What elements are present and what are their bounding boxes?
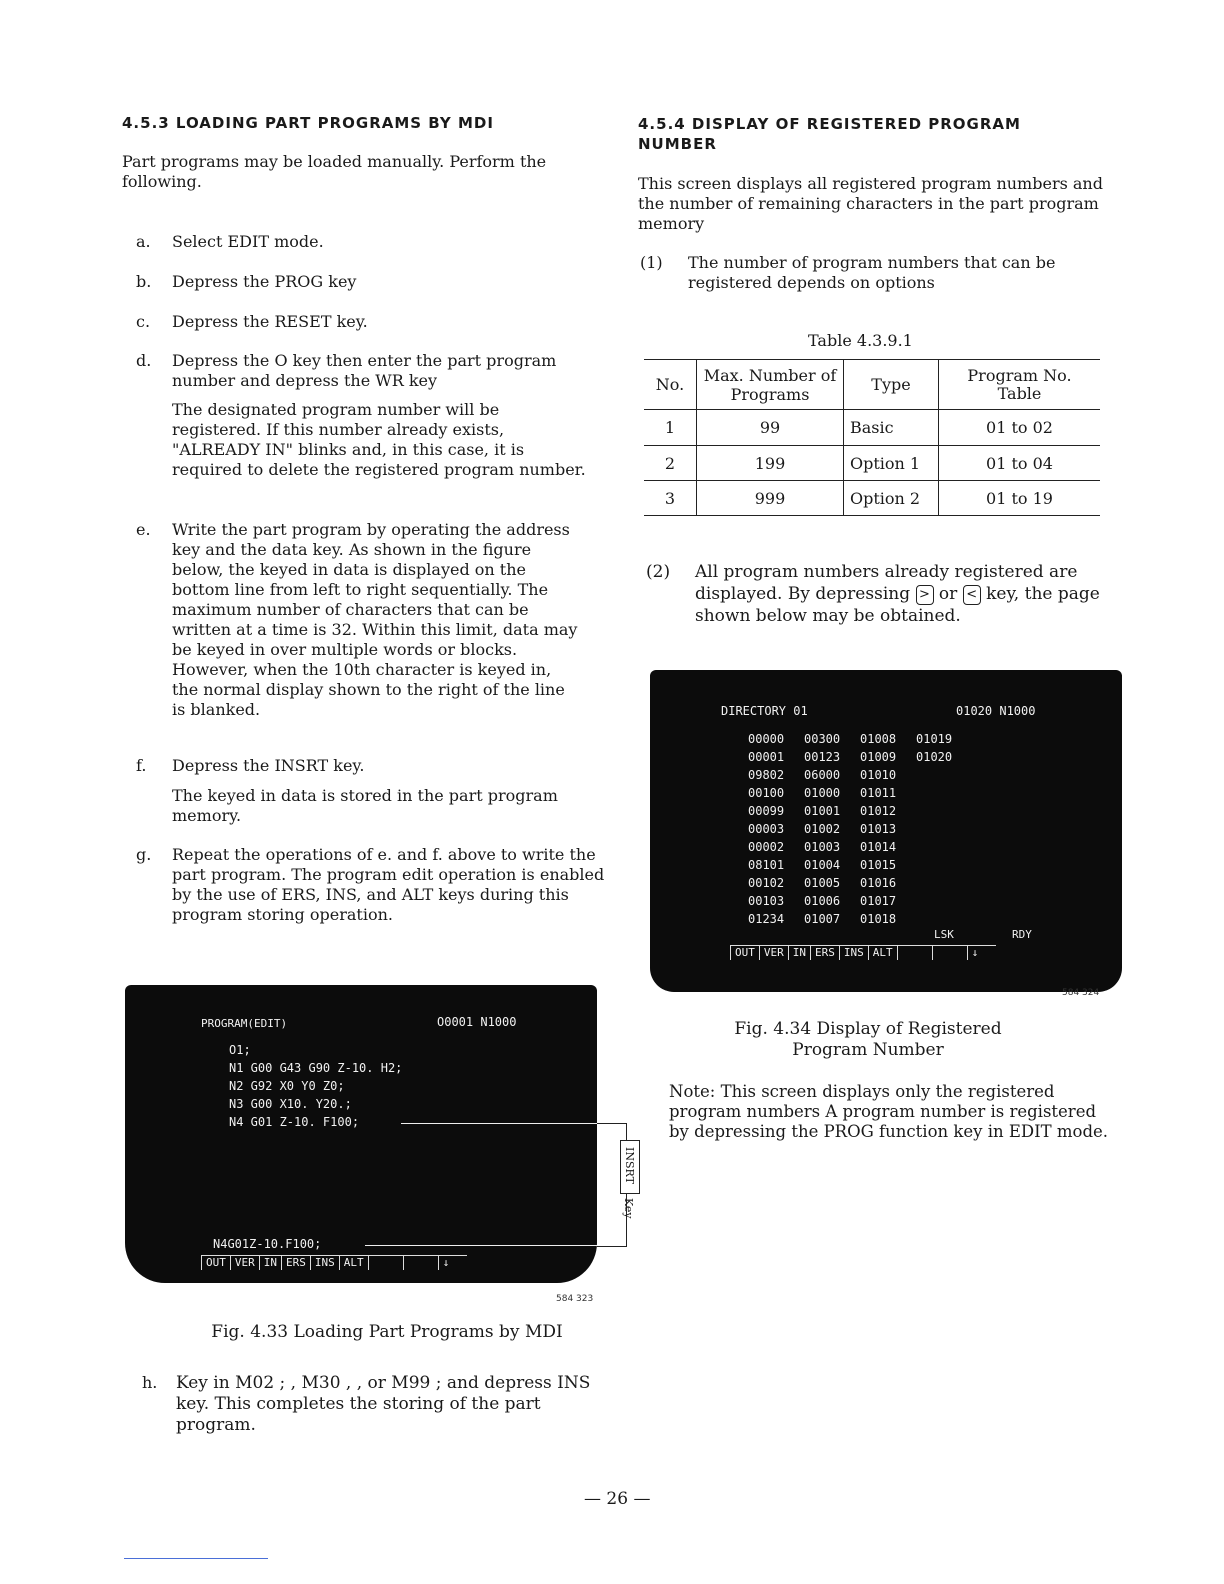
- page-number: — 26 —: [584, 1489, 651, 1509]
- table-cell: Basic: [844, 410, 939, 446]
- step-text: Depress the O key then enter the part program number and depress the WR key: [172, 351, 557, 390]
- directory-entry: 01018: [860, 912, 897, 926]
- bracket-top: [597, 1123, 627, 1124]
- step-text: Key in M02 ; , M30 , , or M99 ; and depress INS key. This completes the storing of the part program.: [176, 1373, 591, 1435]
- directory-entry: 00103: [748, 894, 785, 908]
- header-cell: Program No. Table: [939, 360, 1101, 410]
- figure-caption-line1: Fig. 4.34 Display of Registered: [734, 1019, 1002, 1039]
- program-line: O1;: [229, 1043, 251, 1057]
- softkey-out[interactable]: OUT: [730, 946, 759, 960]
- directory-entry: 01000: [804, 786, 841, 800]
- step-text: Write the part program by operating the address key and the data key. As shown in the figure below, the keyed in data is displayed on the bottom line from left to right sequentially. The maximum number of characters that can be written at a time is 32. Within this limit, data may be keyed in over multiple words or blocks. However, when the 10th character is keyed in, the normal display shown to the right of the line is blanked.: [172, 520, 578, 719]
- item-label: (1): [640, 253, 663, 272]
- step-note: The keyed in data is stored in the part program memory.: [172, 786, 558, 825]
- table-header-row: [644, 360, 1100, 410]
- table-row: [644, 446, 1100, 481]
- directory-entry: 01016: [860, 876, 897, 890]
- softkey-blank[interactable]: [897, 946, 932, 960]
- program-line: N1 G00 G43 G90 Z-10. H2;: [229, 1061, 403, 1075]
- directory-entry: 01014: [860, 840, 897, 854]
- table-cell: 99: [697, 410, 844, 446]
- softkey-ers[interactable]: ERS: [810, 946, 839, 960]
- directory-entry: 00000: [748, 732, 785, 746]
- input-line: N4G01Z-10.F100;: [213, 1237, 322, 1251]
- directory-entry: 01006: [804, 894, 841, 908]
- directory-entry: 01012: [860, 804, 897, 818]
- table-cell: Option 1: [844, 446, 939, 481]
- intro-text: This screen displays all registered program numbers and the number of remaining characters in the part program memory: [638, 174, 1103, 233]
- page-back-key: <: [963, 585, 981, 605]
- step-text: Select EDIT mode.: [172, 232, 324, 251]
- screen-header-left: PROGRAM(EDIT): [201, 1017, 288, 1030]
- directory-entry: 01017: [860, 894, 897, 908]
- directory-entry: 00123: [804, 750, 841, 764]
- softkey-blank[interactable]: [932, 946, 967, 960]
- table-row: [644, 410, 1100, 446]
- table-title: Table 4.3.9.1: [808, 331, 913, 350]
- softkey-ins[interactable]: INS: [839, 946, 868, 960]
- directory-entry: 00102: [748, 876, 785, 890]
- directory-entry: 01020: [916, 750, 953, 764]
- softkey-alt[interactable]: ALT: [339, 1256, 368, 1270]
- directory-entry: 01013: [860, 822, 897, 836]
- step-label: h.: [142, 1373, 158, 1392]
- softkey-out[interactable]: OUT: [201, 1256, 230, 1270]
- input-pointer-line: [365, 1245, 597, 1246]
- table-cell: 01 to 19: [939, 481, 1101, 516]
- insrt-key-label: INSRT: [623, 1147, 636, 1184]
- directory-screen-figure: [650, 670, 1122, 992]
- step-label: d.: [136, 351, 152, 370]
- intro-text: Part programs may be loaded manually. Perform the following.: [122, 152, 547, 191]
- directory-entry: 06000: [804, 768, 841, 782]
- directory-entry: 01010: [860, 768, 897, 782]
- directory-entry: 01019: [916, 732, 953, 746]
- figure-number: 584 324: [1062, 988, 1100, 998]
- softkey-down-arrow[interactable]: ↓: [967, 946, 996, 960]
- item-text-start: All program numbers already registered are displayed. By depressing: [695, 562, 1078, 604]
- header-cell: Type: [844, 360, 939, 410]
- softkey-down-arrow[interactable]: ↓: [438, 1256, 467, 1270]
- softkey-blank[interactable]: [368, 1256, 403, 1270]
- step-text: Depress the PROG key: [172, 272, 357, 291]
- step-text: Depress the INSRT key.: [172, 756, 365, 775]
- directory-entry: 00001: [748, 750, 785, 764]
- table-cell: 2: [644, 446, 697, 481]
- step-label: g.: [136, 845, 152, 864]
- directory-entry: 01005: [804, 876, 841, 890]
- figure-caption: Fig. 4.33 Loading Part Programs by MDI: [211, 1322, 563, 1342]
- directory-entry: 01008: [860, 732, 897, 746]
- arrow-line: [401, 1123, 597, 1124]
- directory-entry: 01234: [748, 912, 785, 926]
- step-label: f.: [136, 756, 147, 775]
- step-label: e.: [136, 520, 151, 539]
- directory-entry: 01004: [804, 858, 841, 872]
- status-lsk: LSK: [934, 928, 954, 941]
- directory-entry: 01007: [804, 912, 841, 926]
- softkey-bar: [730, 945, 996, 960]
- directory-entry: 08101: [748, 858, 785, 872]
- directory-entry: 01011: [860, 786, 897, 800]
- page-forward-key: >: [916, 585, 934, 605]
- directory-entry: 01003: [804, 840, 841, 854]
- table-cell: 01 to 04: [939, 446, 1101, 481]
- note-text: Note: This screen displays only the registered program numbers A program number is registered by depressing the PROG function key in EDIT mode.: [669, 1082, 1109, 1141]
- step-text: Repeat the operations of e. and f. above to write the part program. The program edit operation is enabled by the use of ERS, INS, and ALT keys during this program storing operation.: [172, 845, 605, 924]
- directory-entry: 09802: [748, 768, 785, 782]
- directory-entry: 00002: [748, 840, 785, 854]
- step-label: c.: [136, 312, 151, 331]
- step-label: b.: [136, 272, 152, 291]
- table-cell: 01 to 02: [939, 410, 1101, 446]
- key-suffix-label: Key: [622, 1198, 635, 1219]
- program-number-table: [644, 359, 1100, 516]
- figure-caption-line2: Program Number: [792, 1040, 944, 1060]
- softkey-bar: [201, 1255, 467, 1270]
- directory-entry: 00300: [804, 732, 841, 746]
- item-text: The number of program numbers that can be registered depends on options: [688, 253, 1056, 292]
- insrt-key-box: [620, 1140, 640, 1194]
- directory-entry: 00100: [748, 786, 785, 800]
- step-text: Depress the RESET key.: [172, 312, 368, 331]
- softkey-in[interactable]: IN: [788, 946, 810, 960]
- directory-entry: 01015: [860, 858, 897, 872]
- directory-entry: 00099: [748, 804, 785, 818]
- section-heading-4-5-3: 4.5.3 LOADING PART PROGRAMS BY MDI: [122, 114, 494, 132]
- softkey-ins[interactable]: INS: [310, 1256, 339, 1270]
- directory-entry: 01001: [804, 804, 841, 818]
- section-heading-4-5-4: 4.5.4 DISPLAY OF REGISTERED PROGRAM NUMBER: [638, 115, 1021, 153]
- table-cell: 1: [644, 410, 697, 446]
- item-label: (2): [646, 562, 671, 582]
- table-cell: 3: [644, 481, 697, 516]
- directory-entry: 01009: [860, 750, 897, 764]
- table-cell: 999: [697, 481, 844, 516]
- softkey-ver[interactable]: VER: [230, 1256, 259, 1270]
- softkey-ers[interactable]: ERS: [281, 1256, 310, 1270]
- directory-entry: 00003: [748, 822, 785, 836]
- status-rdy: RDY: [1012, 928, 1032, 941]
- table-cell: 199: [697, 446, 844, 481]
- item-text-or: or: [938, 584, 958, 604]
- item-text-end: key, the page shown below may be obtained.: [695, 584, 1100, 626]
- table-row: [644, 481, 1100, 516]
- footer-rule: [124, 1558, 268, 1559]
- edit-screen-figure: [125, 985, 597, 1283]
- item-text: [695, 561, 1123, 627]
- program-line: N3 G00 X10. Y20.;: [229, 1097, 352, 1111]
- bracket-bottom: [597, 1246, 627, 1247]
- program-line: N2 G92 X0 Y0 Z0;: [229, 1079, 345, 1093]
- softkey-in[interactable]: IN: [259, 1256, 281, 1270]
- step-label: a.: [136, 232, 151, 251]
- table-cell: Option 2: [844, 481, 939, 516]
- header-cell: No.: [644, 360, 697, 410]
- directory-entry: 01002: [804, 822, 841, 836]
- screen-header-right: 01020 N1000: [956, 704, 1036, 718]
- figure-number: 584 323: [556, 1294, 594, 1304]
- screen-header-right: O0001 N1000: [437, 1015, 517, 1029]
- header-cell: Max. Number of Programs: [697, 360, 844, 410]
- step-note: The designated program number will be registered. If this number already exists, "ALREADY IN" blinks and, in this case, it is required to delete the registered program number.: [172, 400, 586, 479]
- program-line: N4 G01 Z-10. F100;: [229, 1115, 360, 1129]
- softkey-ver[interactable]: VER: [759, 946, 788, 960]
- softkey-blank[interactable]: [403, 1256, 438, 1270]
- screen-header-left: DIRECTORY 01: [721, 704, 808, 718]
- softkey-alt[interactable]: ALT: [868, 946, 897, 960]
